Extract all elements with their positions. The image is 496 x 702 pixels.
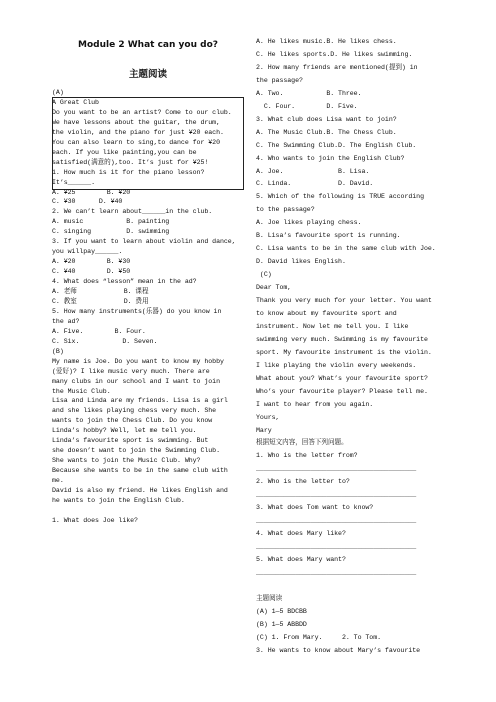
right-text-line: to the passage?: [256, 206, 315, 214]
right-text-line: (C): [256, 271, 272, 279]
right-text-line: instrument. Now let me tell you. I like: [256, 322, 409, 330]
right-text-line: A. The Music Club.B. The Chess Club.: [256, 128, 397, 136]
right-text-line: 2. Who is the letter to?: [256, 478, 350, 486]
right-text-line: 3. What does Tom want to know?: [256, 504, 374, 512]
left-text-line: and she likes playing chess very much. She: [52, 407, 217, 415]
right-text-line: Mary: [256, 426, 272, 434]
right-text-line: C. The Swimming Club.D. The English Club.: [256, 141, 417, 149]
right-text-line: What about you? What’s your favourite sport?: [256, 374, 428, 382]
left-text-line: Because she wants to be in the same club with: [52, 467, 228, 475]
right-text-line: swimming very much. Swimming is my favourite: [256, 335, 428, 343]
right-text-line: 1. Who is the letter from?: [256, 452, 358, 460]
left-text-line: the violin, and the piano for just ¥20 each.: [52, 128, 224, 136]
right-text-line: A. Two. B. Three.: [256, 89, 362, 97]
right-text-line: A. He likes music.B. He likes chess.: [256, 38, 397, 45]
left-text-line: C. ¥30 D. ¥40: [52, 198, 123, 206]
left-text-line: We have lessons about the guitar, the drum,: [52, 118, 220, 126]
left-text-line: (B): [52, 347, 64, 355]
right-text-line: _________________________________________: [256, 491, 417, 499]
left-text-line: Lisa and Linda are my friends. Lisa is a girl: [52, 397, 228, 405]
right-text-line: (C) 1. From Mary. 2. To Tom.: [256, 633, 382, 641]
left-text-line: She wants to join the Music Club. Why?: [52, 457, 201, 465]
right-text-line: C. Lisa wants to be in the same club with Joe.: [256, 245, 436, 253]
left-text-line: 5. How many instruments(乐器) do you know in: [52, 307, 222, 315]
right-text-line: _________________________________________: [256, 517, 417, 525]
right-text-line: I want to hear from you again.: [256, 400, 374, 408]
left-text-line: you willpay______.: [52, 248, 123, 256]
right-text-line: 3. He wants to know about Mary’s favourite: [256, 646, 421, 654]
left-text-line: C. ¥40 D. ¥50: [52, 268, 131, 276]
right-text-line: 4. Who wants to join the English Club?: [256, 154, 405, 162]
right-text-line: 3. What club does Lisa want to join?: [256, 115, 397, 123]
right-text-line: 4. What does Mary like?: [256, 530, 346, 538]
right-text-line: (A) 1—5 BDCBB: [256, 607, 307, 615]
right-text-line: _________________________________________: [256, 568, 417, 576]
left-text-line: You can also learn to sing,to dance for ¥20: [52, 138, 220, 146]
left-text-line: the Music Club.: [52, 387, 111, 395]
left-text-line: C. 教室 D. 费用: [52, 297, 149, 305]
left-text-line: she doesn’t want to join the Swimming Club.: [52, 447, 220, 455]
left-text-line: the ad?: [52, 317, 80, 325]
left-text-line: 2. We can’t learn about______in the club.: [52, 208, 213, 216]
left-text-line: A. 老师 B. 课程: [52, 288, 149, 295]
left-text-line: wants to join the Chess Club. Do you know: [52, 417, 213, 425]
right-text-line: (B) 1—5 ABBDD: [256, 620, 307, 628]
page-title: Module 2 What can you do?: [78, 40, 218, 50]
left-text-line: It’s______.: [52, 178, 95, 186]
right-text-line: 主题阅读: [256, 594, 283, 602]
right-text-line: A. Joe. B. Lisa.: [256, 167, 370, 175]
left-text-line: 1. What does Joe like?: [52, 516, 138, 524]
left-text-line: 3. If you want to learn about violin and dance,: [52, 238, 236, 246]
left-text-line: 1. How much is it for the piano lesson?: [52, 168, 205, 176]
left-text-line: he wants to join the English Club.: [52, 496, 185, 504]
right-text-line: the passage?: [256, 76, 303, 84]
left-text-line: satisfied(满意的),too. It’s just for ¥25!: [52, 158, 209, 166]
right-text-line: C. Linda. D. David.: [256, 180, 374, 188]
left-text-line: A. Five. B. Four.: [52, 327, 146, 335]
right-text-line: _________________________________________: [256, 465, 417, 473]
right-text-line: Yours,: [256, 413, 280, 421]
left-text-line: (爱好)? I like music very much. There are: [52, 367, 210, 375]
left-text-line: Do you want to be an artist? Come to our club.: [52, 108, 232, 116]
right-text-line: to know about my favourite sport and: [256, 309, 397, 317]
right-text-line: Dear Tom,: [256, 284, 292, 292]
left-text-line: A. ¥25 B. ¥20: [52, 188, 131, 196]
right-text-line: 根据短文内容，回答下列问题。: [256, 439, 348, 447]
left-text-line: Linda’s favourite sport is swimming. But: [52, 437, 209, 445]
right-text-line: 2. How many friends are mentioned(提到) in: [256, 63, 418, 71]
right-text-line: C. Four. D. Five.: [256, 102, 358, 110]
right-text-line: 5. Which of the following is TRUE according: [256, 193, 424, 201]
right-text-line: I like playing the violin every weekends.: [256, 361, 417, 369]
right-text-line: _________________________________________: [256, 543, 417, 551]
right-text-line: sport. My favourite instrument is the violin.: [256, 348, 432, 356]
right-text-line: B. Lisa’s favourite sport is running.: [256, 232, 401, 240]
left-text-line: each. If you like painting,you can be: [52, 148, 197, 156]
left-text-line: A. ¥20 B. ¥30: [52, 258, 131, 266]
left-text-line: C. Six. D. Seven.: [52, 337, 158, 345]
left-text-line: C. singing D. swimming: [52, 228, 170, 236]
left-text-line: me.: [52, 477, 64, 485]
left-text-line: A. music B. painting: [52, 218, 170, 226]
right-text-line: C. He likes sports.D. He likes swimming.: [256, 50, 413, 58]
right-text-line: D. David likes English.: [256, 258, 346, 266]
right-text-line: A. Joe likes playing chess.: [256, 219, 362, 227]
right-text-line: 5. What does Mary want?: [256, 556, 346, 563]
left-text-line: Linda’s hobby? Well, let me tell you.: [52, 427, 197, 435]
left-text-line: David is also my friend. He likes English and: [52, 487, 228, 494]
left-text-line: A Great Club: [52, 98, 99, 106]
left-text-line: My name is Joe. Do you want to know my hobby: [52, 357, 224, 365]
right-text-line: Who’s your favourite player? Please tell me.: [256, 387, 428, 395]
page-subtitle: 主题阅读: [128, 69, 167, 80]
left-text-line: 4. What does “lesson” mean in the ad?: [52, 278, 197, 286]
left-text-line: many clubs in our school and I want to join: [52, 377, 220, 385]
left-text-line: (A): [52, 89, 64, 96]
right-text-line: Thank you very much for your letter. You want: [256, 297, 432, 304]
